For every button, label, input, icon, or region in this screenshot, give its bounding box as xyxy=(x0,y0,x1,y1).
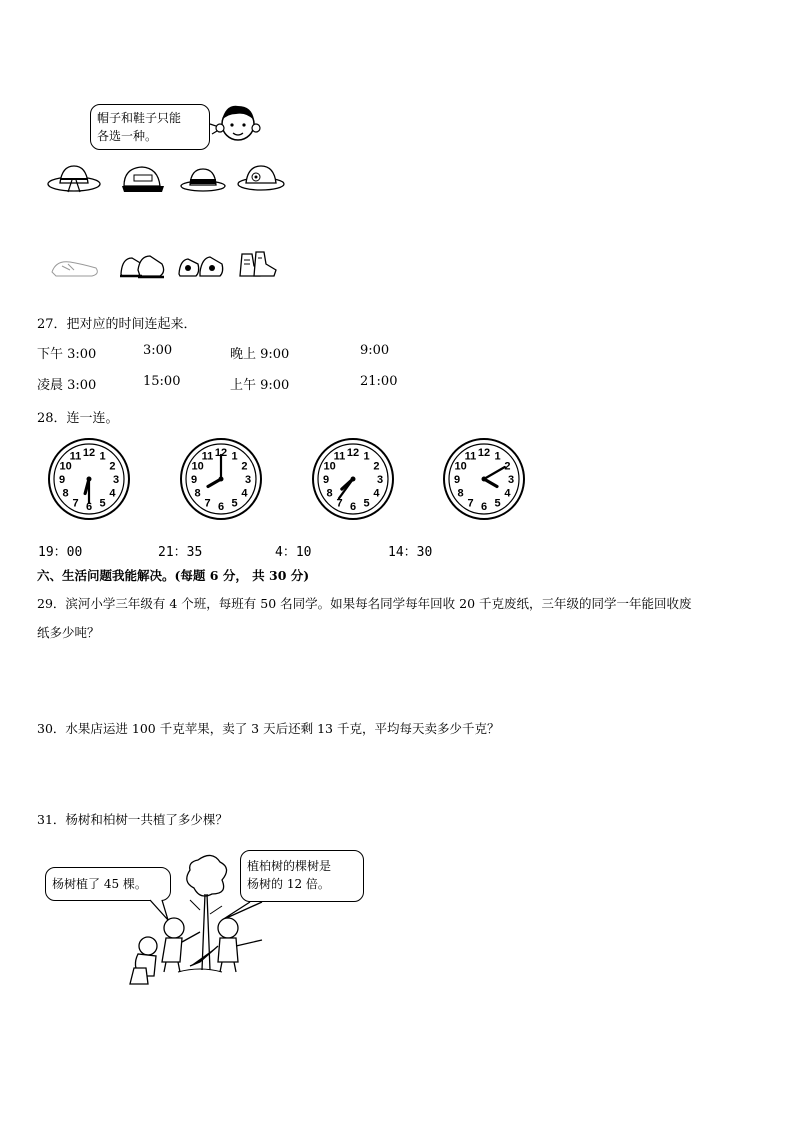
clock-numeral: 3 xyxy=(507,474,515,486)
clock-center-dot xyxy=(219,477,224,482)
clock-numeral: 10 xyxy=(323,460,336,473)
clock-numeral: 2 xyxy=(109,460,116,473)
clock-numeral: 1 xyxy=(363,450,370,463)
question-31-title: 31．杨树和柏树一共植了多少棵？ xyxy=(37,812,228,827)
speech-bubble-girl xyxy=(90,104,210,150)
clock-numeral: 7 xyxy=(467,497,474,510)
slipper-icon xyxy=(48,254,102,280)
clock-face-2 xyxy=(179,437,263,521)
clock-numeral: 3 xyxy=(112,474,120,486)
clock-numeral: 5 xyxy=(99,497,106,510)
clock-numeral: 11 xyxy=(69,450,82,463)
q28-time-1: 19：00 xyxy=(38,545,83,560)
clock-numeral: 6 xyxy=(349,501,357,513)
clock-center-dot xyxy=(351,477,356,482)
clock-numeral: 10 xyxy=(59,460,72,473)
clock-numeral: 7 xyxy=(336,497,343,510)
clock-numeral: 8 xyxy=(62,487,69,500)
sneakers-icon xyxy=(176,250,226,280)
clock-numeral: 1 xyxy=(99,450,106,463)
tree-planting-illustration xyxy=(50,850,330,1010)
q28-time-3: 4：10 xyxy=(275,545,312,560)
hat-sun-icon xyxy=(46,162,102,196)
clock-numeral: 3 xyxy=(376,474,384,486)
clock-numeral: 4 xyxy=(373,487,380,500)
bubble-text-cypress-1: 植柏树的棵树是 xyxy=(247,859,332,873)
girl-illustration xyxy=(206,98,266,158)
clock-numeral: 11 xyxy=(201,450,214,463)
clock-numeral: 1 xyxy=(494,450,501,463)
q28-time-4: 14：30 xyxy=(388,545,433,560)
clock-face-1 xyxy=(47,437,131,521)
clock-numeral: 12 xyxy=(214,447,228,459)
clock-face-3 xyxy=(311,437,395,521)
q27-r1-c1: 下午 3:00 xyxy=(37,347,97,362)
clock-numeral: 11 xyxy=(333,450,346,463)
q27-r2-c4: 21:00 xyxy=(360,374,398,389)
clock-numeral: 2 xyxy=(504,460,511,473)
fedora-hat-icon xyxy=(178,164,228,194)
clock-numeral: 5 xyxy=(231,497,238,510)
clock-numeral: 8 xyxy=(326,487,333,500)
clock-numeral: 8 xyxy=(194,487,201,500)
section-6-heading: 六、生活问题我能解决。(每题 6 分， 共 30 分) xyxy=(37,568,310,583)
clock-center-dot xyxy=(87,477,92,482)
clock-numeral: 12 xyxy=(346,447,360,459)
q27-r2-c2: 15:00 xyxy=(143,374,181,389)
clock-numeral: 12 xyxy=(82,447,96,459)
question-28-title: 28．连一连。 xyxy=(37,411,119,426)
clock-numeral: 2 xyxy=(241,460,248,473)
flower-hat-icon xyxy=(236,162,286,196)
clock-numeral: 7 xyxy=(204,497,211,510)
clock-numeral: 10 xyxy=(454,460,467,473)
clock-numeral: 1 xyxy=(231,450,238,463)
question-29-line2: 纸多少吨？ xyxy=(37,625,100,640)
clock-numeral: 5 xyxy=(494,497,501,510)
clock-numeral: 5 xyxy=(363,497,370,510)
clock-numeral: 9 xyxy=(453,474,461,486)
clock-numeral: 10 xyxy=(191,460,204,473)
bubble-line-1: 帽子和鞋子只能 xyxy=(97,111,182,125)
q28-time-2: 21：35 xyxy=(158,545,203,560)
clock-numeral: 11 xyxy=(464,450,477,463)
q27-r2-c1: 凌晨 3:00 xyxy=(37,378,97,393)
bubble-text-cypress-2: 杨树的 12 倍。 xyxy=(247,877,330,891)
cap-icon xyxy=(118,162,168,196)
clock-numeral: 6 xyxy=(85,501,93,513)
clock-numeral: 8 xyxy=(457,487,464,500)
bubble-text-poplar: 杨树植了 45 棵。 xyxy=(52,877,147,891)
bubble-line-2: 各选一种。 xyxy=(97,129,158,143)
clock-numeral: 9 xyxy=(58,474,66,486)
clock-center-dot xyxy=(482,477,487,482)
clock-numeral: 4 xyxy=(109,487,116,500)
clock-numeral: 6 xyxy=(480,501,488,513)
leather-shoes-icon xyxy=(118,250,168,280)
clock-face-4 xyxy=(442,437,526,521)
clock-numeral: 6 xyxy=(217,501,225,513)
clock-numeral: 4 xyxy=(241,487,248,500)
clock-numeral: 9 xyxy=(190,474,198,486)
boots-icon xyxy=(234,248,280,280)
clock-numeral: 4 xyxy=(504,487,511,500)
clock-numeral: 12 xyxy=(477,447,491,459)
clock-numeral: 9 xyxy=(322,474,330,486)
q27-r2-c3: 上午 9:00 xyxy=(230,378,290,393)
clock-numeral: 2 xyxy=(373,460,380,473)
clock-numeral: 3 xyxy=(244,474,252,486)
q27-r1-c2: 3:00 xyxy=(143,343,173,358)
clock-numeral: 7 xyxy=(72,497,79,510)
question-30: 30．水果店运进 100 千克苹果，卖了 3 天后还剩 13 千克，平均每天卖多少千克？ xyxy=(37,721,500,736)
q27-r1-c3: 晚上 9:00 xyxy=(230,347,290,362)
question-29-line1: 29．滨河小学三年级有 4 个班，每班有 50 名同学。如果每名同学每年回收 20 千克废纸，三年级的同学一年能回收废 xyxy=(37,596,692,611)
question-27-title: 27．把对应的时间连起来． xyxy=(37,317,197,332)
q27-r1-c4: 9:00 xyxy=(360,343,390,358)
